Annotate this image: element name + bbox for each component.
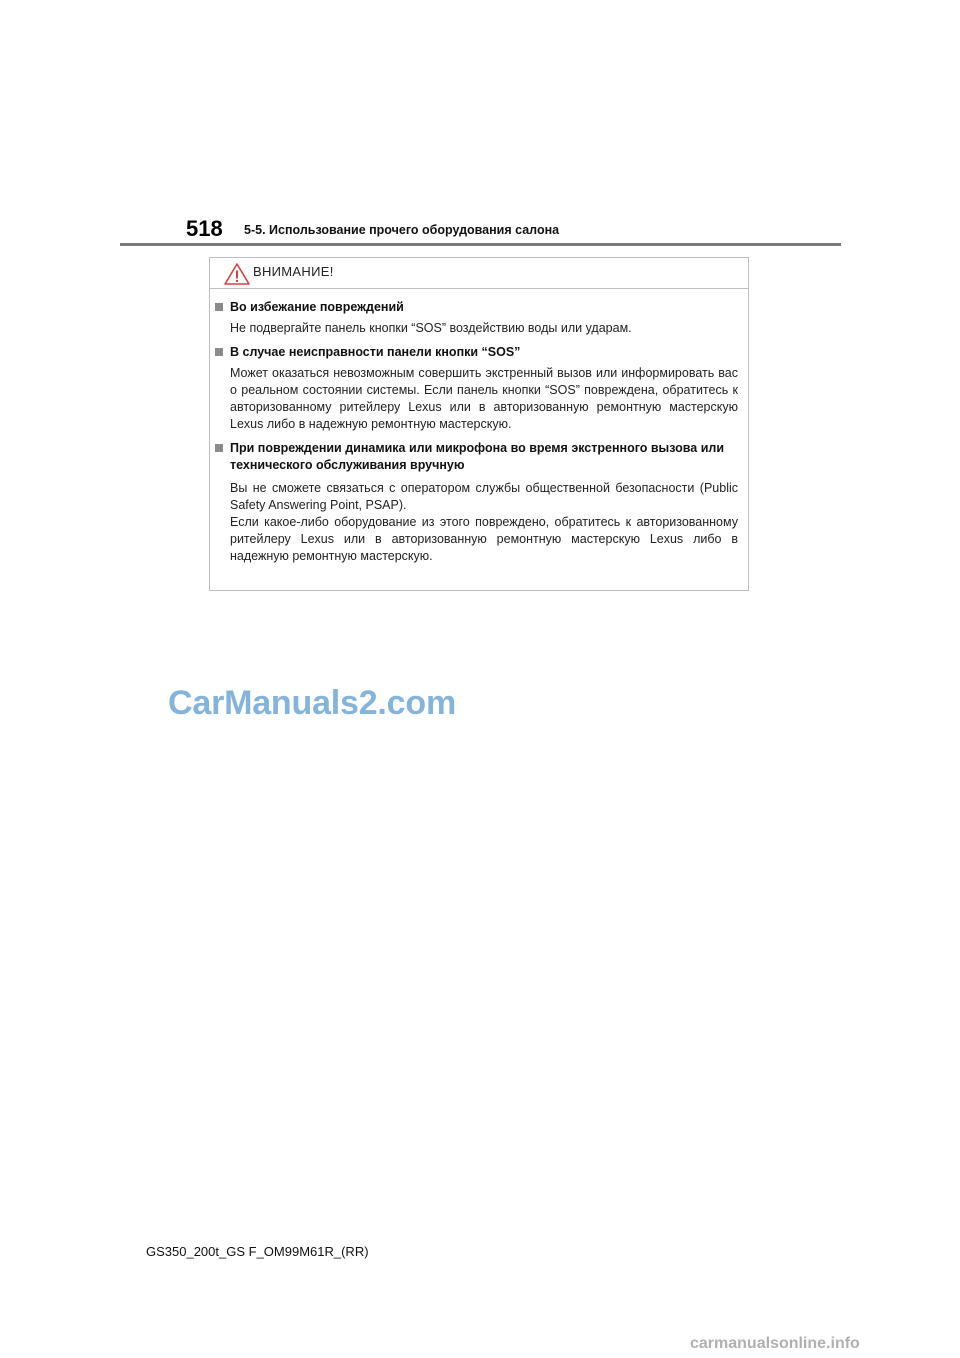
square-bullet-icon [215, 444, 223, 452]
model-code: GS350_200t_GS F_OM99M61R_(RR) [146, 1244, 369, 1259]
item-heading-text: В случае неисправности панели кнопки “SOS” [230, 345, 521, 359]
warning-item-speaker-microphone-damage [210, 440, 748, 565]
item-paragraph: Не подвергайте панель кнопки “SOS” воздействию воды или ударам. [230, 321, 632, 335]
item-paragraph: Вы не сможете связаться с оператором службы общественной безопасности (Public Safety Answering Point, PSAP). [230, 481, 738, 512]
warning-body [210, 289, 748, 565]
warning-box [209, 257, 749, 591]
warning-item-sos-panel-malfunction [210, 344, 748, 433]
item-heading [210, 440, 748, 474]
watermark-carmanualsonline: carmanualsonline.info [690, 1335, 860, 1352]
section-title: 5-5. Использование прочего оборудования салона [244, 223, 560, 237]
item-heading-text: При повреждении динамика или микрофона во время экстренного вызова или технического обслуживания вручную [230, 441, 725, 472]
page-number: 518 [186, 216, 223, 241]
item-paragraph: Может оказаться невозможным совершить экстренный вызов или информировать вас о реальном состоянии системы. Если панель кнопки “SOS” повреждена, обратитесь к авторизованному ритейлеру Lexus или в авторизованную ремонтную мастерскую Lexus либо в надежную ремонтную мастерскую. [230, 366, 738, 431]
square-bullet-icon [215, 348, 223, 356]
item-text [210, 365, 748, 433]
warning-title: ВНИМАНИЕ! [253, 264, 334, 279]
item-text [210, 480, 748, 565]
item-text [210, 320, 748, 337]
item-heading [210, 344, 748, 361]
item-heading [210, 299, 748, 316]
square-bullet-icon [215, 303, 223, 311]
header-rule [120, 243, 841, 246]
item-paragraph: Если какое-либо оборудование из этого повреждено, обратитесь к авторизованному ритейлеру Lexus или в авторизованную ремонтную мастерскую Lexus либо в надежную ремонтную мастерскую. [230, 515, 738, 563]
item-heading-text: Во избежание повреждений [230, 300, 404, 314]
watermark-carmanuals2: CarManuals2.com [168, 684, 456, 722]
warning-item-damage-prevention [210, 299, 748, 337]
warning-header [210, 258, 748, 289]
warning-triangle-icon [223, 262, 251, 286]
